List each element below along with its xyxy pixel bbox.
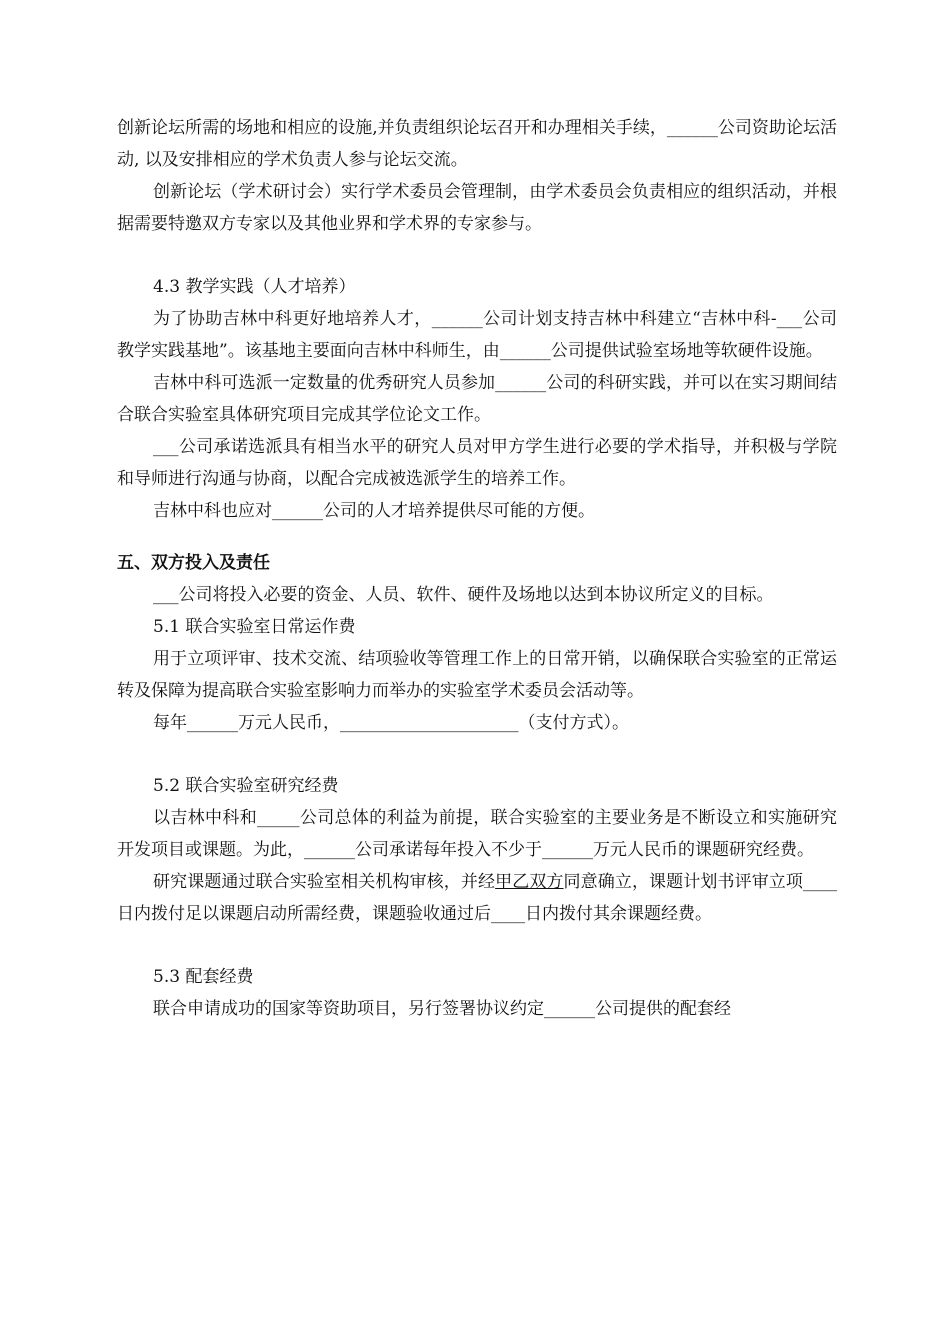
review-text-end: 同意确立，课题计划书评审立项____日内拨付足以课题启动所需经费，课题验收通过后____日内拨付其余课题经费。 [117,872,838,924]
paragraph-convenience: 吉林中科也应对______公司的人才培养提供尽可能的方便。 [153,501,595,521]
section-5-1-title: 5.1 联合实验室日常运作费 [153,617,356,637]
section-5-3-title: 5.3 配套经费 [153,967,254,987]
spacer [117,739,837,770]
paragraph-project-review [117,866,837,930]
spacer [117,240,837,271]
paragraph-academic-guidance: ___公司承诺选派具有相当水平的研究人员对甲方学生进行必要的学术指导，并积极与学院和导师进行沟通与协商，以配合完成被选派学生的培养工作。 [117,437,837,489]
spacer [117,930,837,961]
paragraph-annual-amount: 每年______万元人民币，_____________________（支付方式）。 [153,713,629,733]
section-5-2-title: 5.2 联合实验室研究经费 [153,776,339,796]
both-parties-underlined: 甲乙双方 [495,872,564,892]
paragraph-forum-venue: 创新论坛所需的场地和相应的设施,并负责组织论坛召开和办理相关手续，______公司资助论坛活动, 以及安排相应的学术负责人参与论坛交流。 [117,118,837,170]
section-4-3-title: 4.3 教学实践（人才培养） [153,277,356,297]
paragraph-research-practice: 吉林中科可选派一定数量的优秀研究人员参加______公司的科研实践，并可以在实习期间结合联合实验室具体研究项目完成其学位论文工作。 [117,373,837,425]
review-text-start: 研究课题通过联合实验室相关机构审核，并经 [153,872,496,892]
paragraph-research-funding: 以吉林中科和_____公司总体的利益为前提，联合实验室的主要业务是不断设立和实施研究开发项目或课题。为此，______公司承诺每年投入不少于______万元人民币的课题研究经费。 [117,808,837,860]
paragraph-investment: ___公司将投入必要的资金、人员、软件、硬件及场地以达到本协议所定义的目标。 [153,585,774,605]
paragraph-daily-costs: 用于立项评审、技术交流、结项验收等管理工作上的日常开销，以确保联合实验室的正常运转及保障为提高联合实验室影响力而举办的实验室学术委员会活动等。 [117,649,837,701]
document-page [117,112,837,1025]
paragraph-forum-committee: 创新论坛（学术研讨会）实行学术委员会管理制，由学术委员会负责相应的组织活动，并根据需要特邀双方专家以及其他业界和学术界的专家参与。 [117,182,837,234]
paragraph-matching-funds: 联合申请成功的国家等资助项目，另行签署协议约定______公司提供的配套经 [153,999,731,1019]
section-5-heading: 五、双方投入及责任 [117,553,270,573]
paragraph-teaching-base: 为了协助吉林中科更好地培养人才，______公司计划支持吉林中科建立“吉林中科-___公司教学实践基地”。该基地主要面向吉林中科师生，由______公司提供试验室场地等软硬件设施。 [117,309,837,361]
spacer [117,527,837,547]
